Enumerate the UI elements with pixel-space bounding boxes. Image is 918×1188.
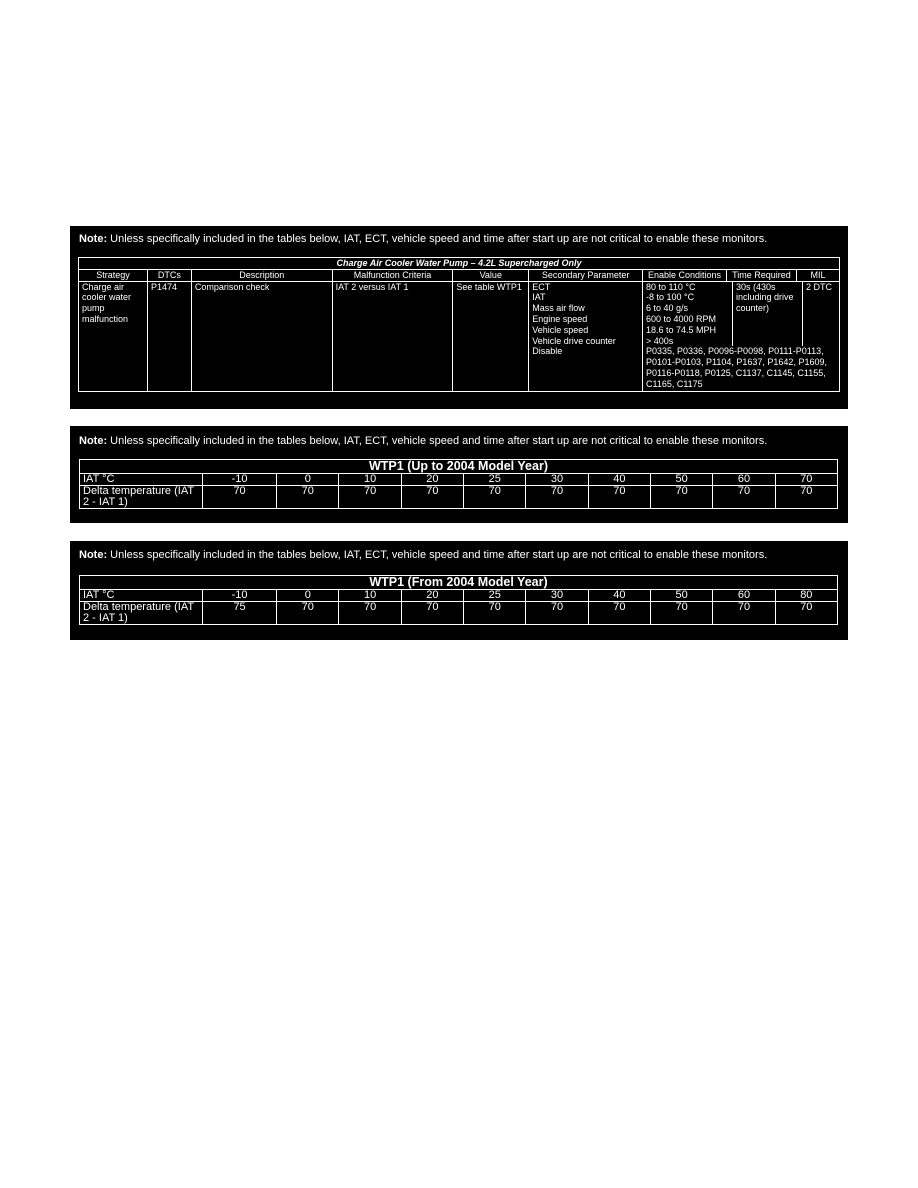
cell-mil: 2 DTC: [802, 282, 839, 347]
note-label: Note:: [79, 435, 108, 447]
row-label-iat: IAT °C: [80, 474, 203, 486]
table-header-row: [79, 269, 840, 281]
cell-strategy: Charge air cooler water pump malfunction: [79, 281, 148, 391]
secondary-param: ECT: [532, 281, 551, 292]
delta-value: 70: [713, 602, 775, 625]
iat-value: 20: [401, 590, 463, 602]
secondary-param: Mass air flow: [532, 303, 585, 314]
iat-value: 80: [775, 590, 837, 602]
header-description: Description: [191, 269, 332, 281]
delta-value: 70: [651, 486, 713, 509]
note-label: Note:: [79, 233, 108, 245]
secondary-param: Vehicle speed: [532, 324, 589, 335]
note-label: Note:: [79, 549, 108, 561]
header-time-required: Time Required: [726, 269, 796, 281]
cell-value: See table WTP1: [453, 281, 529, 391]
iat-value: 30: [526, 590, 588, 602]
iat-value: 0: [277, 474, 339, 486]
monitor-panel-wtp1-up-to-2004: [70, 426, 848, 523]
cell-dtcs: P1474: [147, 281, 191, 391]
note-text: Unless specifically included in the tables below, IAT, ECT, vehicle speed and time after start up are not critical to enable these monitors.: [107, 233, 768, 245]
table-row: [80, 474, 838, 486]
iat-value: -10: [203, 474, 277, 486]
note-text: Unless specifically included in the tables below, IAT, ECT, vehicle speed and time after start up are not critical to enable these monitors.: [107, 435, 768, 447]
header-strategy: Strategy: [79, 269, 148, 281]
delta-value: 70: [464, 602, 526, 625]
secondary-param: Disable: [532, 346, 563, 357]
delta-value: 70: [526, 602, 588, 625]
iat-value: 60: [713, 590, 775, 602]
delta-value: 70: [401, 602, 463, 625]
cell-malfunction-criteria: IAT 2 versus IAT 1: [332, 281, 453, 391]
table-row: [80, 486, 838, 509]
delta-value: 70: [277, 486, 339, 509]
header-dtcs: DTCs: [147, 269, 191, 281]
disable-dtc-list: P0335, P0336, P0096-P0098, P0111-P0113, P0101-P0103, P1104, P1637, P1642, P1609, P0116-P0118, P0125, C1137, C1145, C1155, C1165, C1175: [645, 346, 827, 389]
header-value: Value: [453, 269, 529, 281]
note-text: Unless specifically included in the tables below, IAT, ECT, vehicle speed and time after start up are not critical to enable these monitors.: [107, 549, 768, 561]
monitor-panel-wtp1-from-2004: [70, 541, 848, 640]
delta-value: 70: [203, 486, 277, 509]
delta-value: 70: [588, 602, 650, 625]
delta-value: 70: [775, 602, 837, 625]
note-line: [79, 435, 767, 447]
row-label-delta-temperature: Delta temperature (IAT 2 - IAT 1): [80, 602, 203, 625]
cell-time-required: 30s (430s including drive counter): [732, 282, 802, 347]
iat-value: 50: [651, 474, 713, 486]
iat-value: 40: [588, 474, 650, 486]
row-label-delta-temperature: Delta temperature (IAT 2 - IAT 1): [80, 486, 203, 509]
table-title: WTP1 (Up to 2004 Model Year): [80, 460, 838, 474]
header-secondary-parameter: Secondary Parameter: [529, 269, 643, 281]
monitor-panel-charge-air-cooler: [70, 226, 848, 409]
iat-value: -10: [203, 590, 277, 602]
header-enable-conditions: Enable Conditions: [642, 269, 726, 281]
table-row: [80, 602, 838, 625]
enable-condition: 600 to 4000 RPM: [645, 313, 717, 324]
note-line: [79, 233, 767, 245]
table-title: WTP1 (From 2004 Model Year): [80, 576, 838, 590]
cell-enable-time-mil: [642, 281, 839, 391]
delta-value: 70: [713, 486, 775, 509]
enable-condition: 80 to 110 °C: [645, 281, 696, 292]
row-label-iat: IAT °C: [80, 590, 203, 602]
charge-air-cooler-table: [78, 257, 840, 392]
delta-value: 75: [203, 602, 277, 625]
delta-value: 70: [277, 602, 339, 625]
header-mil: MIL: [796, 269, 839, 281]
enable-condition: 18.6 to 74.5 MPH: [645, 324, 717, 335]
delta-value: 70: [339, 486, 401, 509]
iat-value: 30: [526, 474, 588, 486]
iat-value: 10: [339, 590, 401, 602]
secondary-param: Engine speed: [532, 313, 588, 324]
delta-value: 70: [526, 486, 588, 509]
note-line: [79, 549, 767, 561]
iat-value: 0: [277, 590, 339, 602]
delta-value: 70: [588, 486, 650, 509]
delta-value: 70: [775, 486, 837, 509]
iat-value: 25: [464, 474, 526, 486]
iat-value: 60: [713, 474, 775, 486]
iat-value: 10: [339, 474, 401, 486]
enable-condition: > 400s: [645, 335, 674, 346]
secondary-param: Vehicle drive counter: [532, 335, 616, 346]
cell-secondary-parameters: [529, 281, 643, 391]
enable-condition: 6 to 40 g/s: [645, 303, 689, 314]
delta-value: 70: [464, 486, 526, 509]
iat-value: 50: [651, 590, 713, 602]
enable-condition: -8 to 100 °C: [645, 292, 695, 303]
cell-description: Comparison check: [191, 281, 332, 391]
table-row: [79, 281, 840, 391]
delta-value: 70: [339, 602, 401, 625]
header-malfunction-criteria: Malfunction Criteria: [332, 269, 453, 281]
wtp1-up-to-2004-table: [79, 459, 838, 509]
iat-value: 70: [775, 474, 837, 486]
secondary-param: IAT: [532, 292, 546, 303]
enable-conditions-list: [643, 282, 732, 347]
table-row: [80, 590, 838, 602]
iat-value: 40: [588, 590, 650, 602]
table-title: Charge Air Cooler Water Pump – 4.2L Supercharged Only: [79, 258, 840, 270]
delta-value: 70: [401, 486, 463, 509]
iat-value: 20: [401, 474, 463, 486]
wtp1-from-2004-table: [79, 575, 838, 625]
delta-value: 70: [651, 602, 713, 625]
iat-value: 25: [464, 590, 526, 602]
